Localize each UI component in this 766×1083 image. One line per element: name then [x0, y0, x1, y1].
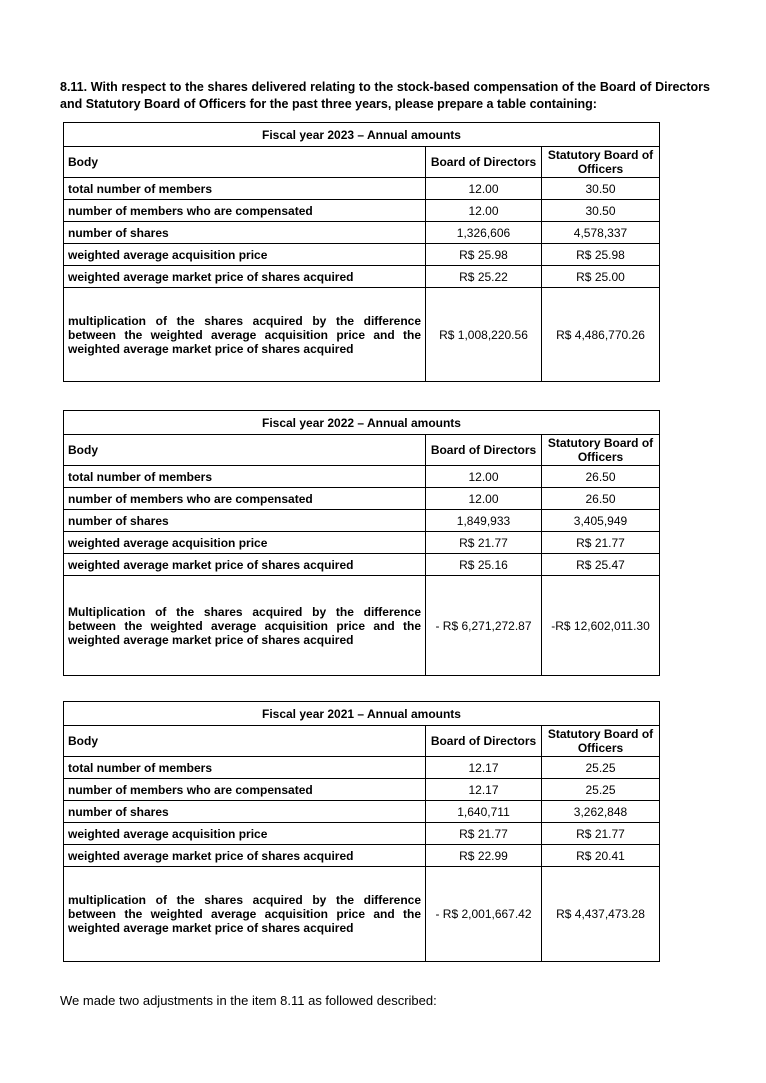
row-label: multiplication of the shares acquired by the difference between the weighted average acquisition price and the weighted average market price of shares acquired [64, 867, 426, 962]
board-value: - R$ 6,271,272.87 [426, 576, 542, 676]
row-label: number of members who are compensated [64, 200, 426, 222]
table-fiscal-2023 [63, 122, 660, 382]
table-title: Fiscal year 2022 – Annual amounts [64, 411, 660, 435]
row-label: weighted average acquisition price [64, 244, 426, 266]
officers-value: 25.25 [542, 779, 660, 801]
table-row [64, 222, 660, 244]
row-label: Multiplication of the shares acquired by the difference between the weighted average acquisition price and the weighted average market price of shares acquired [64, 576, 426, 676]
board-of-directors-header: Board of Directors [426, 435, 542, 466]
table-row [64, 288, 660, 382]
row-label: number of shares [64, 510, 426, 532]
officers-value: 30.50 [542, 200, 660, 222]
officers-value: R$ 4,486,770.26 [542, 288, 660, 382]
body-column-header: Body [64, 435, 426, 466]
statutory-board-header: Statutory Board of Officers [542, 435, 660, 466]
officers-value: 25.25 [542, 757, 660, 779]
officers-value: R$ 4,437,473.28 [542, 867, 660, 962]
row-label: number of members who are compensated [64, 779, 426, 801]
table-row [64, 779, 660, 801]
officers-value: 3,405,949 [542, 510, 660, 532]
row-label: weighted average acquisition price [64, 823, 426, 845]
board-value: - R$ 2,001,667.42 [426, 867, 542, 962]
body-column-header: Body [64, 726, 426, 757]
table-title: Fiscal year 2021 – Annual amounts [64, 702, 660, 726]
board-value: 12.00 [426, 178, 542, 200]
officers-value: R$ 21.77 [542, 823, 660, 845]
officers-value: -R$ 12,602,011.30 [542, 576, 660, 676]
board-value: 12.00 [426, 488, 542, 510]
board-value: 12.00 [426, 466, 542, 488]
officers-value: 26.50 [542, 488, 660, 510]
officers-value: 26.50 [542, 466, 660, 488]
row-label: total number of members [64, 466, 426, 488]
table-title: Fiscal year 2023 – Annual amounts [64, 123, 660, 147]
statutory-board-header: Statutory Board of Officers [542, 147, 660, 178]
footer-note: We made two adjustments in the item 8.11 as followed described: [60, 993, 437, 1008]
table-row [64, 757, 660, 779]
board-value: R$ 25.22 [426, 266, 542, 288]
table-row [64, 823, 660, 845]
table-row [64, 845, 660, 867]
board-value: 12.17 [426, 779, 542, 801]
table-row [64, 466, 660, 488]
table-row [64, 510, 660, 532]
board-value: 12.17 [426, 757, 542, 779]
board-value: R$ 21.77 [426, 823, 542, 845]
table-row [64, 200, 660, 222]
officers-value: 30.50 [542, 178, 660, 200]
row-label: weighted average acquisition price [64, 532, 426, 554]
table-row [64, 244, 660, 266]
statutory-board-header: Statutory Board of Officers [542, 726, 660, 757]
row-label: multiplication of the shares acquired by the difference between the weighted average acquisition price and the weighted average market price of shares acquired [64, 288, 426, 382]
board-of-directors-header: Board of Directors [426, 147, 542, 178]
table-row [64, 867, 660, 962]
board-of-directors-header: Board of Directors [426, 726, 542, 757]
officers-value: R$ 25.00 [542, 266, 660, 288]
officers-value: R$ 21.77 [542, 532, 660, 554]
table-fiscal-2022 [63, 410, 660, 676]
row-label: weighted average market price of shares acquired [64, 845, 426, 867]
table-row [64, 532, 660, 554]
board-value: R$ 1,008,220.56 [426, 288, 542, 382]
row-label: number of members who are compensated [64, 488, 426, 510]
officers-value: R$ 25.98 [542, 244, 660, 266]
section-heading: 8.11. With respect to the shares delivered relating to the stock-based compensation of the Board of Directors and Statutory Board of Officers for the past three years, please prepare a table containing: [60, 80, 710, 111]
table-row [64, 554, 660, 576]
table-row [64, 178, 660, 200]
board-value: R$ 22.99 [426, 845, 542, 867]
row-label: weighted average market price of shares acquired [64, 266, 426, 288]
row-label: number of shares [64, 222, 426, 244]
officers-value: 3,262,848 [542, 801, 660, 823]
board-value: 1,640,711 [426, 801, 542, 823]
board-value: R$ 25.98 [426, 244, 542, 266]
board-value: R$ 25.16 [426, 554, 542, 576]
body-column-header: Body [64, 147, 426, 178]
row-label: total number of members [64, 757, 426, 779]
row-label: number of shares [64, 801, 426, 823]
officers-value: R$ 20.41 [542, 845, 660, 867]
table-row [64, 266, 660, 288]
board-value: 12.00 [426, 200, 542, 222]
board-value: R$ 21.77 [426, 532, 542, 554]
officers-value: R$ 25.47 [542, 554, 660, 576]
officers-value: 4,578,337 [542, 222, 660, 244]
table-row [64, 801, 660, 823]
row-label: total number of members [64, 178, 426, 200]
board-value: 1,326,606 [426, 222, 542, 244]
table-row [64, 576, 660, 676]
table-fiscal-2021 [63, 701, 660, 962]
table-row [64, 488, 660, 510]
row-label: weighted average market price of shares acquired [64, 554, 426, 576]
board-value: 1,849,933 [426, 510, 542, 532]
